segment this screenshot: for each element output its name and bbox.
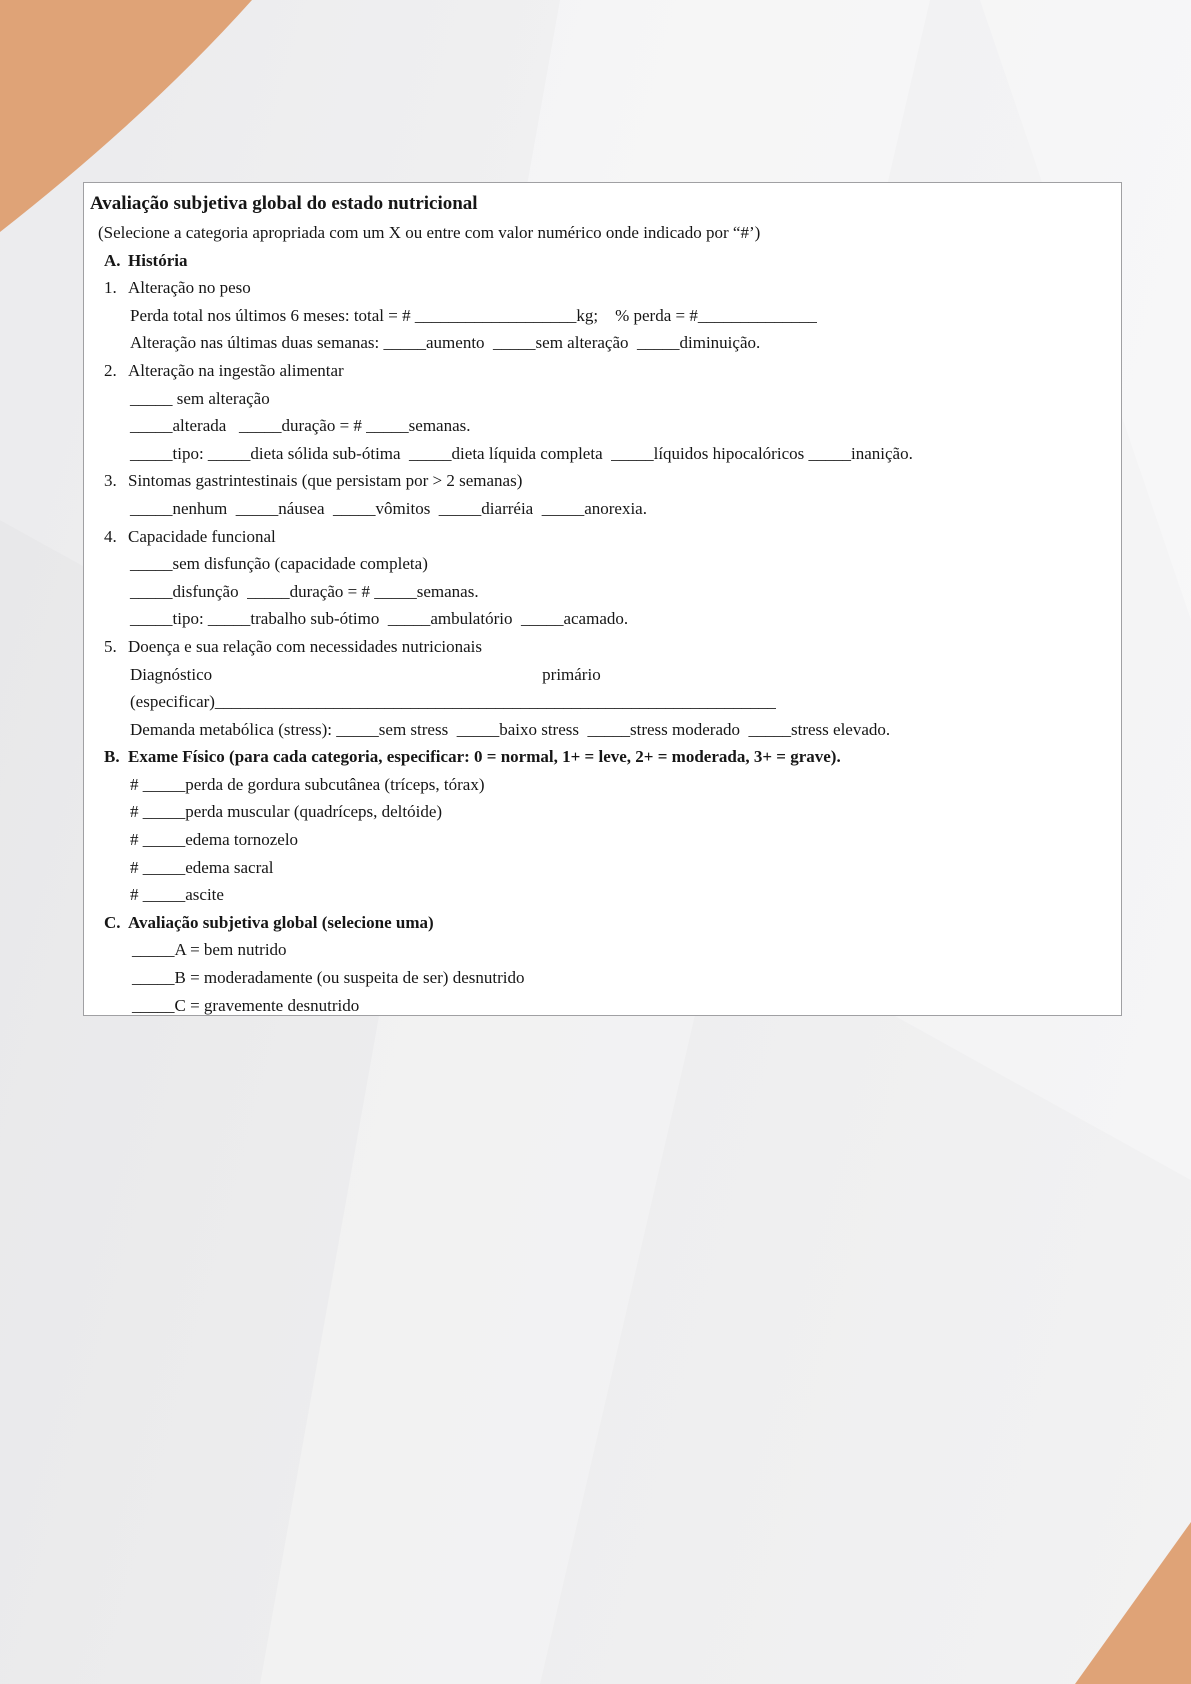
line-text: Diagnóstico	[130, 664, 213, 684]
form-line	[90, 578, 1113, 606]
form-line	[90, 412, 1113, 440]
line-text: Alteração no peso	[128, 278, 251, 298]
line-text: _____A = bem nutrido	[132, 940, 287, 960]
form-line	[90, 771, 1113, 799]
form-line	[90, 247, 1113, 275]
form-line	[90, 274, 1113, 302]
line-text: (especificar)__________________________________________________________________	[130, 692, 776, 712]
form-line	[90, 909, 1113, 937]
form-line	[90, 992, 1113, 1020]
line-number: 1.	[104, 278, 117, 298]
line-text: _____B = moderadamente (ou suspeita de ser) desnutrido	[132, 968, 525, 988]
line-text: História	[128, 250, 188, 270]
form-line	[90, 826, 1113, 854]
line-text: Alteração na ingestão alimentar	[128, 360, 344, 380]
line-text: # _____edema sacral	[130, 857, 274, 877]
form-line	[90, 964, 1113, 992]
line-text: Avaliação subjetiva global (selecione uma)	[128, 912, 434, 932]
line-right-text: primário	[542, 664, 601, 684]
line-text: # _____perda muscular (quadríceps, deltóide)	[130, 802, 443, 822]
line-number: C.	[104, 912, 121, 932]
line-number: B.	[104, 747, 120, 767]
line-text: _____alterada _____duração = # _____semanas.	[130, 416, 471, 436]
line-number: 4.	[104, 526, 117, 546]
form-line	[90, 357, 1113, 385]
line-text: _____C = gravemente desnutrido	[132, 995, 360, 1015]
form-line	[90, 495, 1113, 523]
form-line	[90, 440, 1113, 468]
form-title: Avaliação subjetiva global do estado nutricional	[90, 193, 478, 214]
form-line	[90, 716, 1113, 744]
line-text: Exame Físico (para cada categoria, especificar: 0 = normal, 1+ = leve, 2+ = moderada, 3+ = grave).	[128, 747, 841, 767]
form-line	[90, 661, 1113, 689]
form-line	[90, 467, 1113, 495]
line-text: (Selecione a categoria apropriada com um X ou entre com valor numérico onde indicado por “#’)	[98, 223, 761, 242]
line-text: _____tipo: _____trabalho sub-ótimo _____ambulatório _____acamado.	[130, 609, 629, 629]
form-line	[90, 936, 1113, 964]
form-line	[90, 854, 1113, 882]
form-line	[90, 385, 1113, 413]
line-text: Demanda metabólica (stress): _____sem stress _____baixo stress _____stress moderado _____stress elevado.	[130, 719, 891, 739]
form-line	[90, 550, 1113, 578]
line-number: 3.	[104, 471, 117, 491]
form-line	[90, 633, 1113, 661]
form-line	[90, 329, 1113, 357]
form-line	[90, 219, 1113, 247]
line-text: _____ sem alteração	[130, 388, 270, 408]
line-text: _____sem disfunção (capacidade completa)	[130, 554, 428, 574]
line-text: # _____perda de gordura subcutânea (tríceps, tórax)	[130, 774, 485, 794]
line-number: 2.	[104, 360, 117, 380]
form-line	[90, 881, 1113, 909]
line-number: 5.	[104, 636, 117, 656]
line-text: Perda total nos últimos 6 meses: total = # ___________________kg; % perda = #______________	[130, 305, 817, 325]
line-text: _____disfunção _____duração = # _____semanas.	[130, 581, 479, 601]
form-line	[90, 605, 1113, 633]
line-text: # _____ascite	[130, 885, 224, 905]
line-number: A.	[104, 250, 121, 270]
line-text: _____tipo: _____dieta sólida sub-ótima _____dieta líquida completa _____líquidos hipocalóricos _____inanição.	[130, 443, 913, 463]
line-text: Alteração nas últimas duas semanas: _____aumento _____sem alteração _____diminuição.	[130, 333, 761, 353]
form-line	[90, 743, 1113, 771]
form-line	[90, 523, 1113, 551]
form-body	[90, 219, 1113, 1019]
form-line	[90, 798, 1113, 826]
line-text: Doença e sua relação com necessidades nutricionais	[128, 636, 483, 656]
form-line	[90, 688, 1113, 716]
nutritional-assessment-form	[83, 182, 1122, 1016]
form-line	[90, 302, 1113, 330]
line-text: Sintomas gastrintestinais (que persistam por > 2 semanas)	[128, 471, 523, 491]
line-text: # _____edema tornozelo	[130, 830, 299, 850]
line-text: _____nenhum _____náusea _____vômitos _____diarréia _____anorexia.	[130, 498, 647, 518]
line-text: Capacidade funcional	[128, 526, 276, 546]
